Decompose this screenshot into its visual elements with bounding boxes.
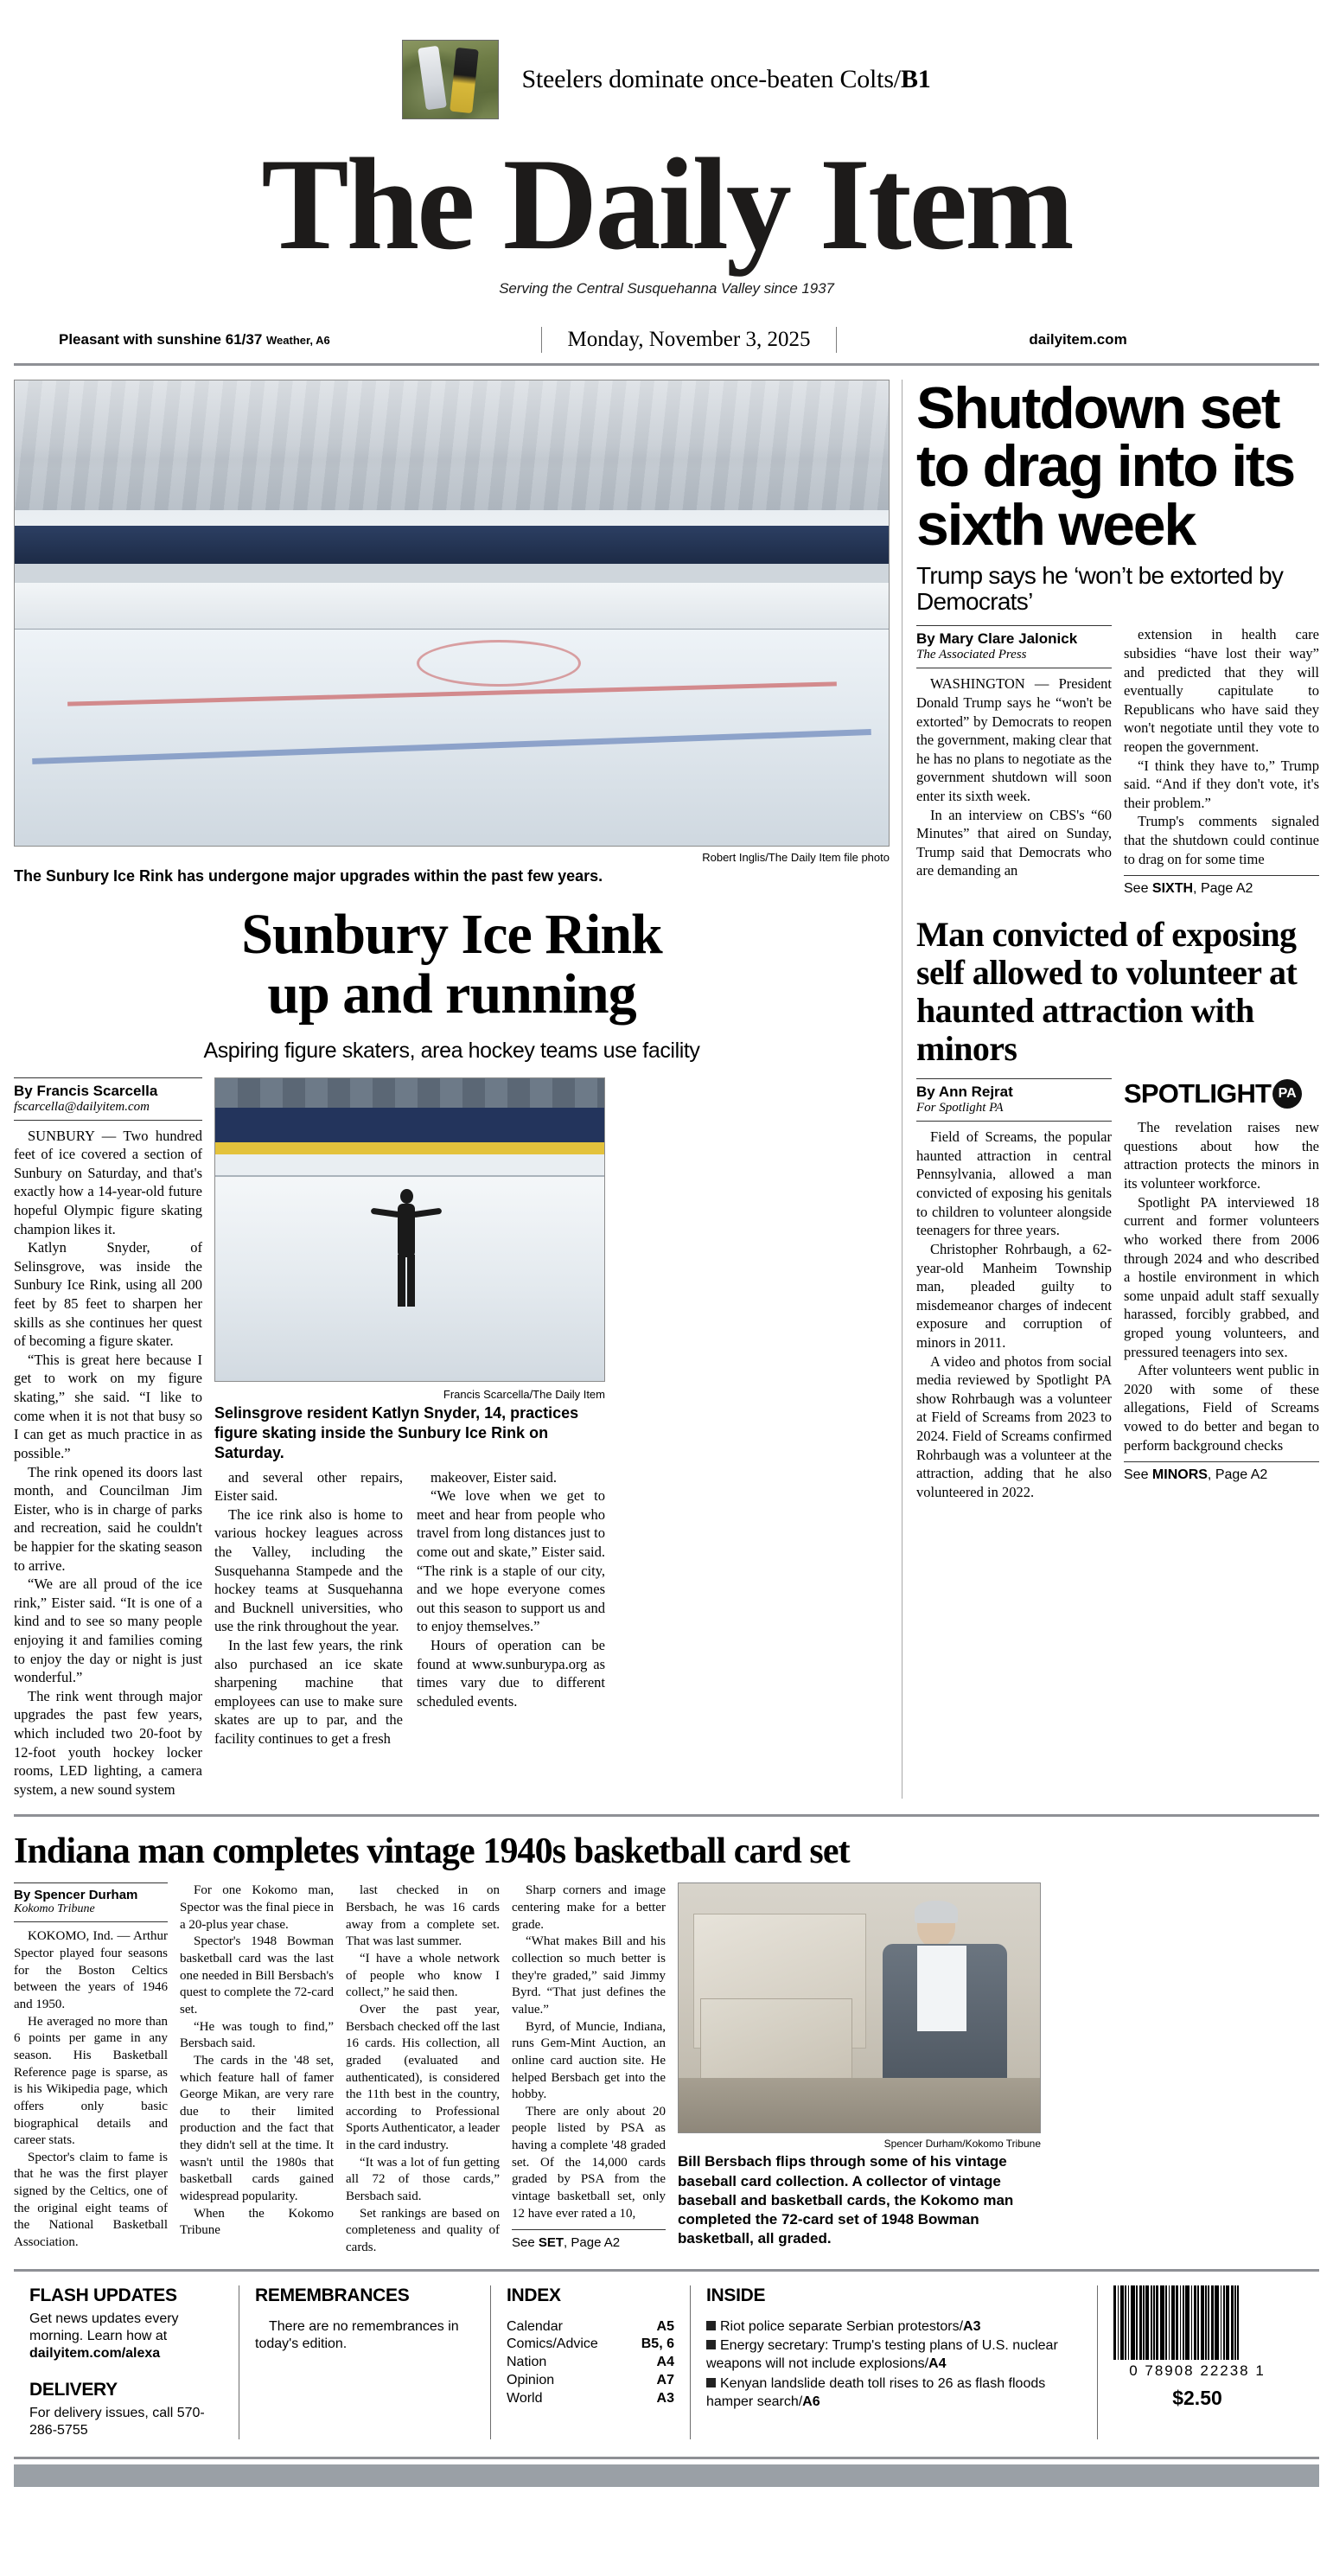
bottom-bar: [14, 2464, 1319, 2487]
shutdown-jump-line[interactable]: [1124, 875, 1319, 897]
paragraph: In an interview on CBS's “60 Minutes” that aired on Sunday, Trump said that Democrats who are demanding an: [916, 806, 1112, 879]
remembrances-text: There are no remembrances in today's edition.: [255, 2318, 459, 2351]
index-row[interactable]: [507, 2390, 674, 2408]
bball-column-1: [14, 1882, 168, 2256]
paragraph: “I think they have to,” Trump said. “And if they don't vote, it's their problem.”: [1124, 757, 1319, 811]
lead-body-2: [214, 1468, 403, 1748]
paragraph: Spector's claim to fame is that he was the first player signed by the Celtics, one of the original eight teams of the National Basketball Association.: [14, 2150, 168, 2250]
skater-photo-caption: Selinsgrove resident Katlyn Snyder, 14, practices figure skating inside the Sunbury Ice Rink on Saturday.: [214, 1403, 579, 1462]
paragraph: “We love when we get to meet and hear from people who travel from long distances just to come out and skate,” Eister said. “The rink is a staple of our city, and we hope everyone comes out this season to support us and to enjoy themselves.”: [417, 1487, 605, 1635]
minors-column-2: [1124, 1078, 1319, 1501]
lead-column-2: [214, 1468, 403, 1748]
minors-byline-box: [916, 1078, 1112, 1122]
minors-jump-line[interactable]: [1124, 1461, 1319, 1483]
inside-text: Energy secretary: Trump's testing plans of U.S. nuclear weapons will not include explosions/: [706, 2338, 1058, 2372]
weather-page-ref: Weather, A6: [266, 333, 330, 347]
index-label: Comics/Advice: [507, 2336, 598, 2352]
lead-body-1: [14, 1127, 202, 1799]
minors-body-2: [1124, 1118, 1319, 1454]
paragraph: “It was a lot of fun getting all 72 of those cards,” Bersbach said.: [346, 2155, 500, 2204]
paragraph: WASHINGTON — President Donald Trump says he “won't be extorted” by Democrats to reopen the government, making clear that he has no plans to negotiate as the government shutdown will soon enter its sixth week.: [916, 675, 1112, 804]
paragraph: Christopher Rohrbaugh, a 62-year-old Manheim Township man, pleaded guilty to misdemeanor charges of indecent exposure and corruption of minors in 2011.: [916, 1240, 1112, 1351]
barcode-number: 0 78908 22238 1: [1129, 2362, 1266, 2379]
skybox-football-photo: [402, 40, 499, 119]
shutdown-deck: Trump says he ‘won’t be extorted by Democrats’: [916, 561, 1284, 616]
paragraph: “What makes Bill and his collection so much better is they're graded,” said Jimmy Byrd. “That just defines the value.”: [512, 1934, 666, 2017]
bball-jump-line[interactable]: [512, 2229, 666, 2250]
minors-byline-sub: For Spotlight PA: [916, 1101, 1004, 1115]
jump-prefix: See: [1124, 881, 1152, 897]
flash-updates-cell: [14, 2285, 239, 2440]
bball-headline[interactable]: Indiana man completes vintage 1940s basketball card set: [14, 1831, 850, 1872]
flash-updates-text: [29, 2311, 223, 2362]
bball-column-2: [180, 1882, 334, 2256]
shutdown-byline-sub: The Associated Press: [916, 648, 1027, 662]
index-page: A4: [656, 2355, 674, 2370]
inside-list: [706, 2318, 1081, 2412]
index-label: Opinion: [507, 2372, 555, 2387]
bullet-square-icon: [706, 2378, 716, 2387]
minors-column-1: [916, 1078, 1112, 1501]
delivery-text: For delivery issues, call 570-286-5755: [29, 2406, 205, 2439]
shutdown-column-2: [1124, 625, 1319, 897]
paragraph: Sharp corners and image centering make for a better grade.: [512, 1883, 666, 1932]
remembrances-cell: [239, 2285, 490, 2440]
index-page: B5, 6: [641, 2336, 674, 2352]
paragraph: extension in health care subsidies “have lost their way” and predicted that they will eventually capitulate to Republicans who have said they won't negotiate until they vote to reopen the government.: [1124, 626, 1319, 755]
jump-prefix: See: [1124, 1467, 1152, 1483]
flash-updates-title: FLASH UPDATES: [29, 2285, 177, 2305]
shutdown-headline[interactable]: Shutdown set to drag into its sixth week: [916, 374, 1294, 558]
bball-photo-caption: Bill Bersbach flips through some of his vintage baseball card collection. A collector of vintage baseball and basketball cards, the Kokomo man completed the 72-card set of 1948 Bowman basketball, all graded.: [678, 2153, 1014, 2247]
index-list: [507, 2318, 674, 2408]
paragraph: and several other repairs, Eister said.: [214, 1468, 403, 1505]
paragraph: Byrd, of Muncie, Indiana, runs Gem-Mint Auction, an online card auction site. He helped Bersbach get into the hobby.: [512, 2019, 666, 2102]
paragraph: The ice rink also is home to various hockey leagues across the Valley, including the Susquehanna Stampede and the hockey teams at Susquehanna and Bucknell universities, who use the rink throughout the year.: [214, 1505, 403, 1635]
footer-bar: [14, 2269, 1319, 2460]
dateline-bar: [14, 327, 1319, 366]
bball-byline-sub: Kokomo Tribune: [14, 1902, 95, 1916]
skybox-teaser-text: [521, 65, 930, 94]
masthead: [14, 131, 1319, 297]
jump-keyword: SET: [538, 2235, 564, 2251]
bullet-square-icon: [706, 2321, 716, 2330]
index-label: Calendar: [507, 2318, 563, 2334]
inside-text: Kenyan landslide death toll rises to 26 as flash floods hamper search/: [706, 2375, 1046, 2409]
bball-byline-box: [14, 1882, 168, 1922]
ice-rink-photo-caption: The Sunbury Ice Rink has undergone major upgrades within the past few years.: [14, 866, 603, 885]
bball-body-3: [346, 1882, 500, 2256]
index-row[interactable]: [507, 2336, 674, 2354]
jump-suffix: , Page A2: [564, 2235, 621, 2251]
paragraph: Spotlight PA interviewed 18 current and former volunteers who worked there from 2006 through 2024 and who described a hostile environment in which some unpaid adult staff sexually harassed, forcibly grabbed, and groped young volunteers, and pressured teenagers into sex.: [1124, 1193, 1319, 1360]
weather-temps: 61/37: [225, 330, 263, 348]
shutdown-body-2: [1124, 625, 1319, 868]
paragraph: Field of Screams, the popular haunted attraction in central Pennsylvania, allowed a man convicted of exposing his genitals to children to volunteer alongside teenagers for three years.: [916, 1128, 1112, 1239]
list-item[interactable]: [706, 2318, 1081, 2336]
lead-body-columns: [14, 1077, 890, 1799]
paragraph: After volunteers went public in 2020 with some of these allegations, Field of Screams vowed to do better and began to perform background checks: [1124, 1362, 1319, 1454]
paragraph: “This is great here because I get to work on my figure skating,” she said. “I like to come when it is not that busy so I can get as much practice in as possible.”: [14, 1351, 202, 1461]
delivery-title: DELIVERY: [29, 2380, 118, 2400]
lead-story-column: [14, 380, 902, 1799]
publication-date: Monday, November 3, 2025: [567, 327, 811, 351]
inside-page: A6: [802, 2394, 820, 2409]
figure-skater-photo: [214, 1077, 605, 1382]
paragraph: makeover, Eister said.: [431, 1468, 557, 1486]
index-page: A5: [656, 2318, 674, 2334]
bball-byline: By Spencer Durham: [14, 1888, 138, 1903]
paragraph: Katlyn Snyder, of Selinsgrove, was inside the Sunbury Ice Rink, using all 200 feet by 85 feet to sharpen her skills as she continues her quest of becoming a figure skater.: [14, 1239, 202, 1350]
list-item[interactable]: [706, 2375, 1081, 2412]
remembrances-title: REMEMBRANCES: [255, 2285, 410, 2305]
paragraph: When the Kokomo Tribune: [180, 2206, 334, 2238]
shutdown-body-1: [916, 674, 1112, 880]
lead-column-1: [14, 1077, 202, 1799]
barcode-icon: [1113, 2285, 1281, 2360]
bullet-square-icon: [706, 2340, 716, 2349]
paragraph: The rink went through major upgrades the past few years, which included two 20-foot by 12-foot youth hockey locker rooms, LED lighting, a camera system, a new sound system: [14, 1687, 202, 1798]
spotlight-logo-text: SPOTLIGHT: [1124, 1078, 1272, 1109]
minors-body-1: [916, 1128, 1112, 1501]
jump-prefix: See: [512, 2235, 539, 2251]
jump-suffix: , Page A2: [1207, 1467, 1268, 1483]
paragraph: Spector's 1948 Bowman basketball card was the last one needed in Bill Bersbach's quest to complete the 72-card set.: [180, 1934, 334, 2017]
paragraph: “I have a whole network of people who know I collect,” he said then.: [346, 1952, 500, 2000]
lead-byline-email[interactable]: fscarcella@dailyitem.com: [14, 1099, 150, 1114]
shutdown-byline-box: [916, 625, 1112, 668]
index-cell: [491, 2285, 690, 2440]
skybox-teaser[interactable]: [14, 0, 1319, 147]
barcode-cell: [1098, 2285, 1297, 2440]
index-page: A7: [656, 2372, 674, 2387]
bball-photo-credit: Spencer Durham/Kokomo Tribune: [883, 2138, 1041, 2151]
bball-body-4: [512, 1882, 666, 2222]
section-divider: [14, 1814, 1319, 1817]
paragraph: There are only about 20 people listed by PSA as having a complete '48 graded set. Of the 14,000 cards graded by PSA from the vintage basketball set, only 12 have ever rated a 10,: [512, 2104, 666, 2221]
index-label: Nation: [507, 2355, 547, 2370]
inside-cell: [691, 2285, 1097, 2440]
main-content: [14, 374, 1319, 1799]
lead-photo2-and-columns: [214, 1077, 605, 1799]
paragraph: For one Kokomo man, Spector was the final piece in a 20-plus year chase.: [180, 1883, 334, 1932]
paragraph: last checked in on Bersbach, he was 16 cards away from a complete set. That was last summer.: [346, 1883, 500, 1949]
index-label: World: [507, 2390, 543, 2406]
jump-suffix: , Page A2: [1193, 881, 1253, 897]
ice-rink-photo: [14, 380, 890, 847]
lead-column-3: [417, 1468, 605, 1748]
card-collector-photo: [678, 1882, 1041, 2133]
paragraph: He averaged no more than 6 points per game in any season. His Basketball Reference page is sparse, as is his Wikipedia page, which offers only basic biographical details and career stats.: [14, 2014, 168, 2148]
bball-column-3: [346, 1882, 500, 2256]
ice-rink-photo-credit: Robert Inglis/The Daily Item file photo: [702, 850, 890, 864]
paragraph: Hours of operation can be found at www.sunburypa.org as times vary due to different scheduled events.: [417, 1637, 605, 1710]
skybox-teaser-page: B1: [900, 65, 931, 93]
paragraph: Over the past year, Bersbach checked off the last 16 cards. His collection, all graded (evaluated and authenticated), is considered the 11th best in the country, according to Professional Sports Authenticator, a leader in the card industry.: [346, 2002, 500, 2153]
bball-body-1: [14, 1928, 168, 2251]
inside-text: Riot police separate Serbian protestors/: [720, 2318, 964, 2334]
lead-byline: By Francis Scarcella: [14, 1082, 158, 1099]
bball-body-2: [180, 1882, 334, 2239]
index-page: A3: [656, 2390, 674, 2406]
paragraph: Trump's comments signaled that the shutdown could continue to drag on for some time: [1124, 813, 1319, 867]
shutdown-body-columns: [916, 625, 1319, 897]
bball-photo-column: [678, 1882, 1041, 2256]
index-title: INDEX: [507, 2285, 561, 2305]
lead-body-3: [417, 1468, 605, 1711]
price-label: $2.50: [1172, 2386, 1222, 2409]
lead-headline-line1: Sunbury Ice Rink: [241, 903, 662, 967]
paragraph: SUNBURY — Two hundred feet of ice covered a section of Sunbury on Saturday, and that's exactly how a 14-year-old future hopeful Olympic figure skating champion likes it.: [14, 1127, 202, 1237]
lead-byline-box: [14, 1077, 202, 1121]
list-item[interactable]: [706, 2337, 1081, 2374]
jump-keyword: SIXTH: [1151, 881, 1194, 897]
spotlight-pa-badge-icon: PA: [1272, 1079, 1302, 1109]
flash-link[interactable]: dailyitem.com/alexa: [29, 2345, 161, 2361]
shutdown-column-1: [916, 625, 1112, 897]
website-url[interactable]: dailyitem.com: [1029, 330, 1127, 348]
minors-headline[interactable]: Man convicted of exposing self allowed to volunteer at haunted attraction with minors: [916, 915, 1298, 1069]
paragraph: Set rankings are based on completeness and quality of cards.: [346, 2206, 500, 2254]
lead-deck: Aspiring figure skaters, area hockey teams use facility: [203, 1038, 700, 1063]
masthead-tagline: Serving the Central Susquehanna Valley since 1937: [499, 279, 834, 297]
inside-page: A4: [928, 2356, 947, 2372]
paragraph: A video and photos from social media reviewed by Spotlight PA show Rohrbaugh was a volunteer at Field of Screams from 2023 to 2024. Field of Screams confirmed Rohrbaugh was a volunteer at the attraction, adding that he also volunteered in 2022.: [916, 1352, 1112, 1500]
lead-headline-line2: up and running: [267, 962, 636, 1026]
paragraph: In the last few years, the rink also purchased an ice skate sharpening machine that employees can use to make sure skates are up to par, and the facility continues to get a fresh: [214, 1637, 403, 1748]
paragraph: The cards in the '48 set, which feature hall of famer George Mikan, are very rare due to their limited production and the fact that they didn't sell at the time. It wasn't until the 1980s that basketball cards gained widespread popularity.: [180, 2053, 334, 2204]
weather-condition: Pleasant with sunshine: [59, 330, 221, 348]
index-row[interactable]: [507, 2354, 674, 2372]
paragraph: The revelation raises new questions about how the attraction protects the minors in its volunteer workforce.: [1124, 1119, 1319, 1192]
paragraph: KOKOMO, Ind. — Arthur Spector played four seasons for the Boston Celtics between the years of 1946 and 1950.: [14, 1929, 168, 2012]
paragraph: “He was tough to find,” Bersbach said.: [180, 2019, 334, 2051]
bball-body-columns: [14, 1882, 1319, 2256]
spotlight-pa-logo: [1124, 1078, 1319, 1109]
index-row[interactable]: [507, 2372, 674, 2390]
paragraph: “We are all proud of the ice rink,” Eister said. “It is one of a kind and to see so many people enjoying it and families coming to enjoy the day or night is just wonderful.”: [14, 1576, 202, 1686]
skater-photo-credit: Francis Scarcella/The Daily Item: [443, 1387, 605, 1401]
right-stories-column: [902, 374, 1319, 1799]
flash-text-body: Get news updates every morning. Learn how at: [29, 2311, 179, 2343]
lead-headline[interactable]: [14, 905, 890, 1024]
skybox-teaser-label: Steelers dominate once-beaten Colts/: [521, 65, 901, 93]
inside-title: INSIDE: [706, 2285, 766, 2305]
shutdown-byline: By Mary Clare Jalonick: [916, 630, 1078, 648]
jump-keyword: MINORS: [1151, 1467, 1208, 1483]
paragraph: The rink opened its doors last month, and Councilman Jim Eister, who is in charge of parks and recreation, said he couldn't be happier for the skating season to arrive.: [14, 1463, 202, 1574]
masthead-title: The Daily Item: [261, 131, 1072, 277]
index-row[interactable]: [507, 2318, 674, 2336]
minors-body-columns: [916, 1078, 1319, 1501]
bball-column-4: [512, 1882, 666, 2256]
weather-summary[interactable]: [14, 331, 541, 348]
inside-page: A3: [963, 2318, 981, 2334]
minors-byline: By Ann Rejrat: [916, 1083, 1013, 1101]
